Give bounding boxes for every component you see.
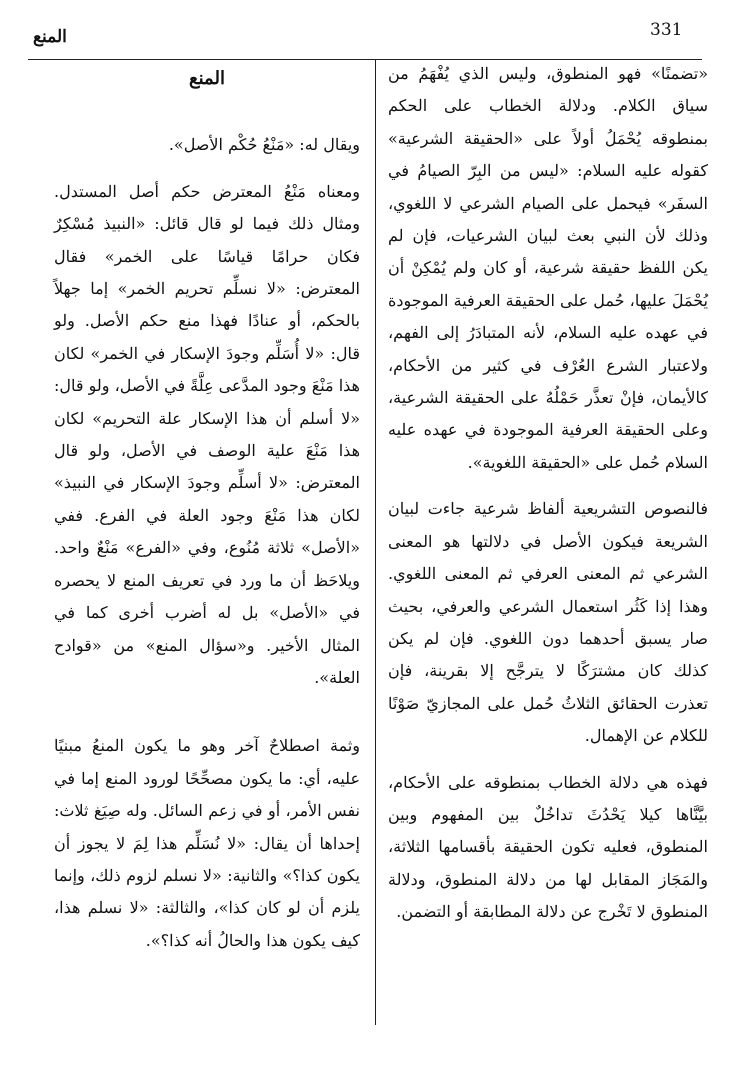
page-number: 331 [650, 20, 683, 40]
paragraph: فالنصوص التشريعية ألفاظ شرعية جاءت لبيان الشريعة فيكون الأصل في دلالتها هو المعنى الشرعي ثم المعنى العرفي ثم المعنى اللغوي. وهذا إذا كَثُر استعمال الشرعي والعرفي، بحيث صار يسبق أحدهما دون اللغوي. فإن لم يكن كذلك كان مشترَكًا لا يترجَّح إلا بقرينة، فإن تعذرت الحقائق الثلاثُ حُمل على المجازيّ صَوْنًا للكلام عن الإهمال. [388, 499, 708, 746]
paragraph: وثمة اصطلاحٌ آخر وهو ما يكون المنعُ مبنيًا عليه، أي: ما يكون مصحِّحًا لورود المنع إما في نفس الأمر، أو في زعم السائل. وله صِيَغ ثلاث: إحداها أن يقال: «لا نُسَلِّم هذا لِمَ لا يجوز أن يكون كذا؟» والثانية: «لا نسلم لزوم ذلك، وإنما يلزم أن لو كان كذا»، والثالثة: «لا نسلم هذا، كيف يكون هذا والحالُ أنه كذا؟». [54, 736, 360, 950]
paragraph: «تضمنًا» فهو المنطوق، وليس الذي يُفْهَمُ من سياق الكلام. ودلالة الخطاب على الحكم بمنطوقه يُحْمَلُ أولاً على «الحقيقة الشرعية» كقوله عليه السلام: «ليس من البِرّ الصيامُ في السفَر» فيحمل على الصيام الشرعي لا اللغوي، وذلك لأن النبي بعث لبيان الشرعيات، فإن لم يكن اللفظ حقيقة شرعية، أو كان ولم يُمْكِنْ أن يُحْمَلَ عليها، حُمل على الحقيقة العرفية الموجودة في عهده عليه السلام، لأنه المتبادَرُ إلى الفهم، ولاعتبار الشرع العُرْف في كثير من الأحكام، كالأيمان، فإنْ تعذَّر حَمْلُهُ على الحقيقة الشرعية، وعلى الحقيقة العرفية الموجودة في عهده عليه السلام حُمل على «الحقيقة اللغوية». [388, 64, 708, 472]
paragraph: فهذه هي دلالة الخطاب بمنطوقه على الأحكام، بيَّنَّاها كيلا يَحْدُثَ تداخُلٌ بين المفهوم وبين المنطوق، فعليه تكون الحقيقة بأقسامها الثلاثة، والمَجَاز المقابل لها من دلالة المنطوق، ودلالة المنطوق لا تَخْرج عن دلالة المطابقة أو التضمن. [388, 772, 708, 922]
right-column [388, 58, 708, 929]
running-header-title: المنع [33, 27, 67, 47]
paragraph: ومعناه مَنْعُ المعترض حكم أصل المستدل. ومثال ذلك فيما لو قال قائل: «النبيذ مُسْكِرٌ فكان حرامًا قياسًا على الخمر» فقال المعترض: «لا نسلِّم تحريم الخمر» إما جهلاً بالحكم، أو عنادًا فهذا منع حكم الأصل. ولو قال: «لا أُسَلِّم وجودَ الإسكار في الخمر» لكان هذا مَنْعَ وجود المدَّعى عِلَّةً في الأصل، ولو قال: «لا أسلم أن هذا الإسكار علة التحريم» لكان هذا مَنْعَ علية الوصف في الأصل، ولو قال المعترض: «لا أسلِّم وجودَ الإسكار في النبيذ» لكان هذا مَنْعَ وجود العلة في الفرع. ففي «الأصل» ثلاثة مُنُوع، وفي «الفرع» مَنْعٌ واحد. ويلاحَظ أن ما ورد في تعريف المنع لا يحصره في «الأصل» بل له أضرب أخرى كما في المثال الأخير. و«سؤال المنع» من «قوادح العلة». [54, 181, 360, 687]
section-title: المنع [189, 68, 225, 89]
column-divider [375, 60, 376, 1025]
left-column [54, 63, 360, 957]
paragraph: ويقال له: «مَنْعُ حُكْم الأصل». [168, 135, 360, 155]
